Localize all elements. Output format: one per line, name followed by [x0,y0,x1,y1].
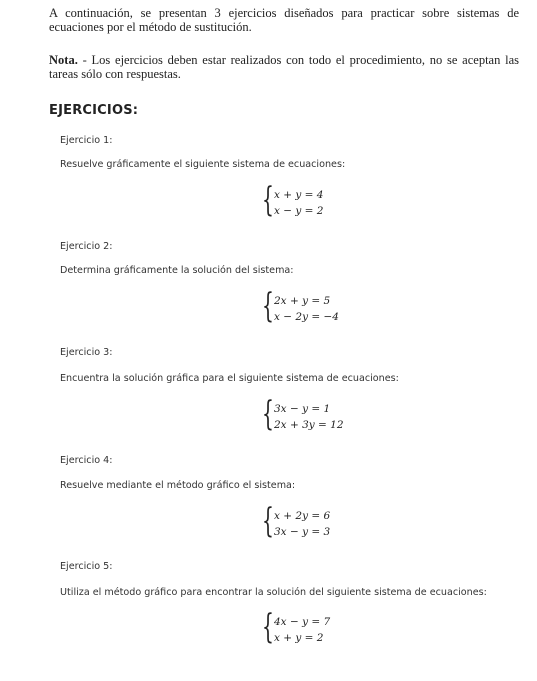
exercise-4-equation-2: 3x − y = 3 [274,526,331,538]
exercise-1-system [262,180,382,220]
exercise-1-title: Ejercicio 1: [60,135,113,146]
exercise-4-text: Resuelve mediante el método gráfico el sistema: [60,480,296,491]
exercise-3-title: Ejercicio 3: [60,347,113,358]
exercise-3-equation-2: 2x + 3y = 12 [274,419,344,431]
exercise-5-equation-1: 4x − y = 7 [274,616,331,628]
exercises-heading: EJERCICIOS: [49,103,139,118]
note-text: - Los ejercicios deben estar realizados con todo el procedimiento, no se aceptan las tareas sólo con respuestas. [49,53,519,81]
exercise-5-system [262,607,382,647]
exercise-2-equation-1: 2x + y = 5 [274,295,331,307]
brace-icon: { [262,501,274,541]
intro-paragraph: A continuación, se presentan 3 ejercicios diseñados para practicar sobre sistemas de ecuaciones por el método de sustitución. [49,6,519,34]
exercise-5-title: Ejercicio 5: [60,561,113,572]
exercise-2-system [262,286,382,326]
exercise-1-equation-2: x − y = 2 [274,205,324,217]
brace-icon: { [262,607,274,647]
exercise-2-text: Determina gráficamente la solución del sistema: [60,265,294,276]
exercise-3-text: Encuentra la solución gráfica para el siguiente sistema de ecuaciones: [60,373,399,384]
exercise-5-equation-2: x + y = 2 [274,632,324,644]
exercise-4-title: Ejercicio 4: [60,455,113,466]
brace-icon: { [262,180,274,220]
exercise-3-equation-1: 3x − y = 1 [274,403,331,415]
exercise-2-equation-2: x − 2y = −4 [274,311,339,323]
note-paragraph [49,54,519,81]
note-label: Nota. [49,53,78,67]
exercise-1-text: Resuelve gráficamente el siguiente sistema de ecuaciones: [60,159,346,170]
exercise-3-system [262,394,382,434]
exercise-4-equation-1: x + 2y = 6 [274,510,331,522]
brace-icon: { [262,394,274,434]
exercise-4-system [262,501,382,541]
exercise-1-equation-1: x + y = 4 [274,189,324,201]
exercise-5-text: Utiliza el método gráfico para encontrar la solución del siguiente sistema de ecuaciones: [60,587,487,598]
brace-icon: { [262,286,274,326]
exercise-2-title: Ejercicio 2: [60,241,113,252]
